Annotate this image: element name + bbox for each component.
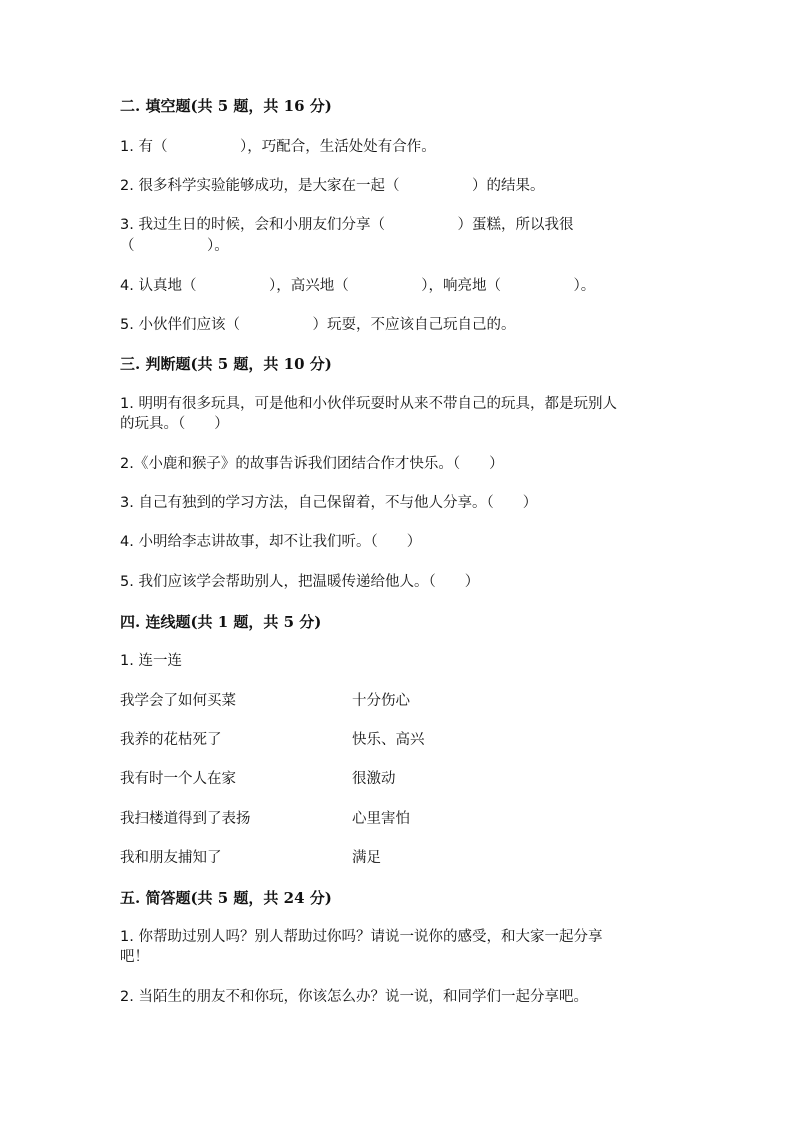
section-heading-true-false: 三. 判断题(共 5 题，共 10 分) xyxy=(120,355,332,373)
question-tf-5: 5. 我们应该学会帮助别人，把温暖传递给他人。（ ） xyxy=(120,574,480,590)
section-heading-short-answer: 五. 简答题(共 5 题，共 24 分) xyxy=(120,889,332,907)
question-tf-2: 2.《小鹿和猴子》的故事告诉我们团结合作才快乐。（ ） xyxy=(120,456,504,472)
match-right-3: 很激动 xyxy=(352,771,396,787)
match-right-2: 快乐、高兴 xyxy=(352,732,425,748)
question-tf-1-line-1: 1. 明明有很多玩具，可是他和小伙伴玩耍时从来不带自己的玩具，都是玩别人 xyxy=(120,396,617,412)
question-tf-4: 4. 小明给李志讲故事，却不让我们听。（ ） xyxy=(120,534,422,550)
question-fill-3-line-1: 3. 我过生日的时候，会和小朋友们分享（ ）蛋糕，所以我很 xyxy=(120,217,574,233)
question-short-1-line-1: 1. 你帮助过别人吗？别人帮助过你吗？请说一说你的感受，和大家一起分享 xyxy=(120,929,603,945)
match-left-2: 我养的花枯死了 xyxy=(120,732,222,748)
match-left-4: 我扫楼道得到了表扬 xyxy=(120,811,251,827)
question-fill-5: 5. 小伙伴们应该（ ）玩耍，不应该自己玩自己的。 xyxy=(120,317,516,333)
match-right-5: 满足 xyxy=(352,850,381,866)
match-right-1: 十分伤心 xyxy=(352,693,410,709)
question-fill-2: 2. 很多科学实验能够成功，是大家在一起（ ）的结果。 xyxy=(120,178,545,194)
question-tf-3: 3. 自己有独到的学习方法，自己保留着，不与他人分享。（ ） xyxy=(120,495,538,511)
question-fill-1: 1. 有（ ），巧配合，生活处处有合作。 xyxy=(120,139,436,155)
question-short-1-line-2: 吧！ xyxy=(120,949,149,965)
question-tf-1-line-2: 的玩具。（ ） xyxy=(120,416,229,432)
section-heading-matching: 四. 连线题(共 1 题，共 5 分) xyxy=(120,613,322,631)
section-heading-fill-blank: 二. 填空题(共 5 题，共 16 分) xyxy=(120,97,332,115)
question-short-2: 2. 当陌生的朋友不和你玩，你该怎么办？说一说，和同学们一起分享吧。 xyxy=(120,989,588,1005)
match-left-3: 我有时一个人在家 xyxy=(120,771,236,787)
match-left-5: 我和朋友捕知了 xyxy=(120,850,222,866)
match-right-4: 心里害怕 xyxy=(352,811,410,827)
question-fill-4: 4. 认真地（ ），高兴地（ ），响亮地（ ）。 xyxy=(120,278,596,294)
question-fill-3-line-2: （ ）。 xyxy=(120,238,229,254)
question-match-1: 1. 连一连 xyxy=(120,653,182,669)
match-left-1: 我学会了如何买菜 xyxy=(120,693,236,709)
